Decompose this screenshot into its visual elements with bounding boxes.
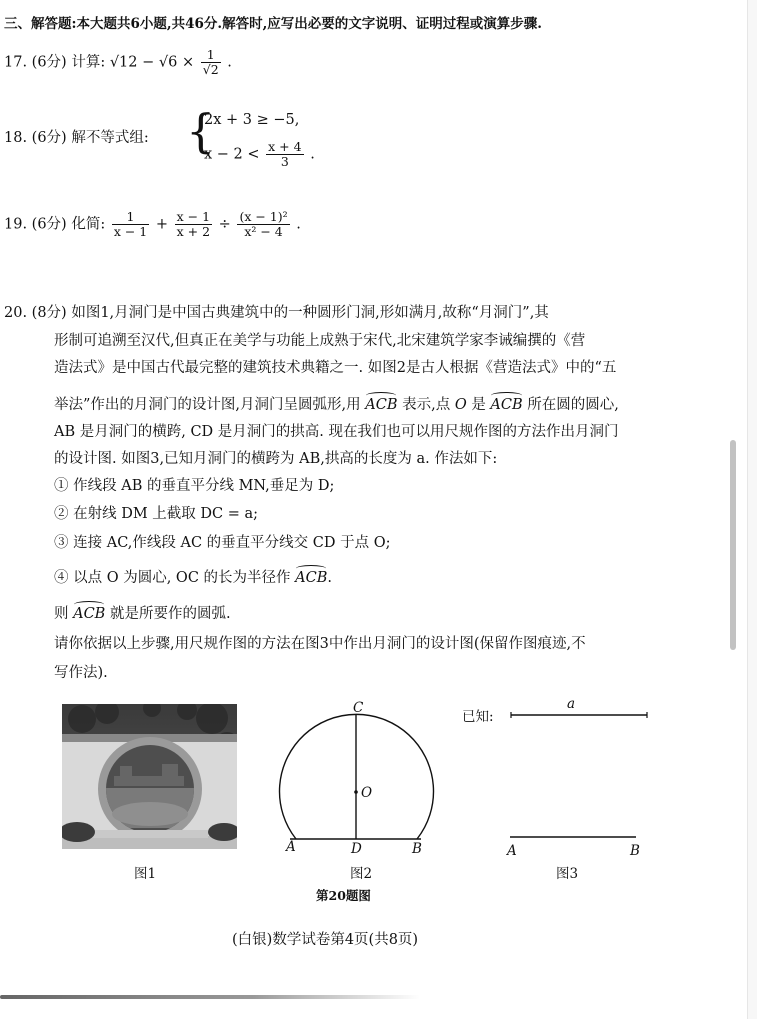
- q19-f1-den: x − 1: [113, 224, 148, 239]
- q20-then-b: 就是所要作的圆弧.: [109, 606, 231, 622]
- q20-line4-c: 是: [471, 397, 486, 413]
- arc-acb-4-text: ACB: [73, 606, 106, 622]
- arc-acb-4: [73, 604, 105, 624]
- q20-line-6: 的设计图. 如图3,已知月洞门的横跨为 AB,拱高的长度为 a. 作法如下:: [54, 451, 498, 467]
- segment-a: [508, 706, 653, 720]
- fig3-label-B: [630, 843, 640, 859]
- q20-line-1: 20. (8分) 如图1,月洞门是中国古典建筑中的一种圆形门洞,形如满月,故称“月洞门”,其: [4, 305, 549, 321]
- q20-line-5: AB 是月洞门的横跨, CD 是月洞门的拱高. 现在我们也可以用尺规作图的方法作出月洞门: [54, 424, 619, 440]
- question-19: [4, 210, 301, 239]
- q19-end: .: [296, 216, 301, 233]
- q19-fraction-1: [112, 210, 149, 239]
- q20-step-4: [54, 568, 332, 588]
- figure-2-diagram: [268, 696, 458, 864]
- segment-ab-given: [508, 834, 640, 840]
- q18-frac-den: 3: [280, 154, 289, 169]
- q17-op1: −: [142, 54, 155, 71]
- q20-request-1: 请你依据以上步骤,用尺规作图的方法在图3中作出月洞门的设计图(保留作图痕迹,不: [54, 636, 586, 652]
- q20-request-2: 写作法).: [54, 665, 108, 681]
- q18-brace: {: [186, 104, 216, 158]
- q17-fraction: [201, 48, 221, 77]
- fig2-label-a: [286, 839, 296, 855]
- section-header: 三、解答题:本大题共6小题,共46分.解答时,应写出必要的文字说明、证明过程或演算步骤.: [4, 16, 542, 32]
- q20-line-3: 造法式》是中国古代最完整的建筑技术典籍之一. 如图2是古人根据《营造法式》中的“五: [54, 360, 617, 376]
- point-o: [354, 790, 358, 794]
- fig3-label-B-text: B: [630, 843, 640, 859]
- fig2-label-a-text: A: [286, 839, 296, 855]
- q18-frac-num: x + 4: [268, 139, 302, 154]
- q20-line4-a: 举法”作出的月洞门的设计图,月洞门呈圆弧形,用: [54, 397, 361, 413]
- q20-line4-d: 所在圆的圆心,: [527, 397, 619, 413]
- fig3-label-a-text: a: [567, 696, 576, 712]
- q18-label: 18. (6分) 解不等式组:: [4, 130, 149, 146]
- q20-step-3: ③ 连接 AC,作线段 AC 的垂直平分线交 CD 于点 O;: [54, 535, 391, 551]
- arc-acb-3: [295, 568, 327, 588]
- q20-step4-end: .: [327, 570, 332, 586]
- q20-step4-a: ④ 以点 O 为圆心, OC 的长为半径作: [54, 570, 291, 586]
- fig2-label-d-text: D: [351, 841, 362, 857]
- q19-f3-num: (x − 1)²: [239, 209, 288, 224]
- q18-line2: [204, 140, 315, 169]
- fig2-label-b-text: B: [412, 841, 422, 857]
- scrollbar-thumb[interactable]: [730, 440, 736, 650]
- fig3-label-A-text: A: [507, 843, 517, 859]
- figure-2-caption: 图2: [350, 866, 373, 882]
- q17-frac-num: 1: [201, 48, 221, 63]
- arc-acb-2-text: ACB: [490, 397, 523, 413]
- q19-op2: ÷: [218, 216, 231, 233]
- fig2-label-c: [353, 700, 363, 716]
- arc-acb-2: [490, 395, 522, 415]
- arc-acb-1-text: ACB: [365, 397, 398, 413]
- figure-3-caption: 图3: [556, 866, 579, 882]
- q17-expr-a: √12: [109, 54, 138, 71]
- arc-acb-1: [365, 395, 397, 415]
- q20-then: [54, 604, 231, 624]
- page-footer: (白银)数学试卷第4页(共8页): [232, 932, 419, 948]
- q19-f3-den: x² − 4: [244, 224, 283, 239]
- q19-fraction-2: [175, 210, 212, 239]
- question-17: [4, 48, 232, 77]
- arc-acb-3-text: ACB: [295, 570, 328, 586]
- page-edge-shadow: [0, 995, 420, 999]
- q19-f2-num: x − 1: [176, 209, 211, 224]
- q17-frac-den: √2: [202, 62, 219, 77]
- fig2-label-o: [361, 785, 372, 801]
- figure-group-caption: 第20题图: [316, 888, 371, 903]
- q18-line2-left: x − 2 <: [204, 146, 260, 163]
- q20-then-a: 则: [54, 606, 69, 622]
- q20-line-4: [54, 395, 619, 415]
- q19-f2-den: x + 2: [176, 224, 211, 239]
- q19-op1: +: [155, 216, 169, 233]
- q17-end: .: [227, 54, 232, 71]
- q20-line4-o: O: [454, 397, 467, 413]
- q19-fraction-3: [237, 210, 289, 239]
- q17-op2: ×: [181, 54, 195, 71]
- q19-f1-num: 1: [112, 210, 149, 225]
- fig2-label-c-text: C: [353, 700, 364, 716]
- fig3-label-A: [507, 843, 517, 859]
- fig2-label-b: [412, 841, 422, 857]
- figure-1-caption: 图1: [134, 866, 157, 882]
- q20-step-1: ① 作线段 AB 的垂直平分线 MN,垂足为 D;: [54, 478, 335, 494]
- q18-fraction: [266, 140, 303, 169]
- scrollbar-track[interactable]: [747, 0, 757, 1019]
- q18-line1: 2x + 3 ≥ −5,: [204, 112, 300, 128]
- q20-line4-b: 表示,点: [402, 397, 451, 413]
- fig2-label-d: [351, 841, 362, 857]
- q19-label: 19. (6分) 化简:: [4, 216, 106, 233]
- q17-label: 17. (6分) 计算:: [4, 54, 106, 71]
- q20-line-2: 形制可追溯至汉代,但真正在美学与功能上成熟于宋代,北宋建筑学家李诫编撰的《营: [54, 333, 586, 349]
- q17-expr-b: √6: [158, 54, 178, 71]
- fig3-label-a: [567, 696, 575, 712]
- q18-end: .: [310, 146, 315, 163]
- fig3-given-label: 已知:: [462, 709, 494, 725]
- fig2-label-o-text: O: [361, 785, 373, 801]
- figure-1-photo: [62, 704, 237, 849]
- q20-step-2: ② 在射线 DM 上截取 DC = a;: [54, 506, 259, 522]
